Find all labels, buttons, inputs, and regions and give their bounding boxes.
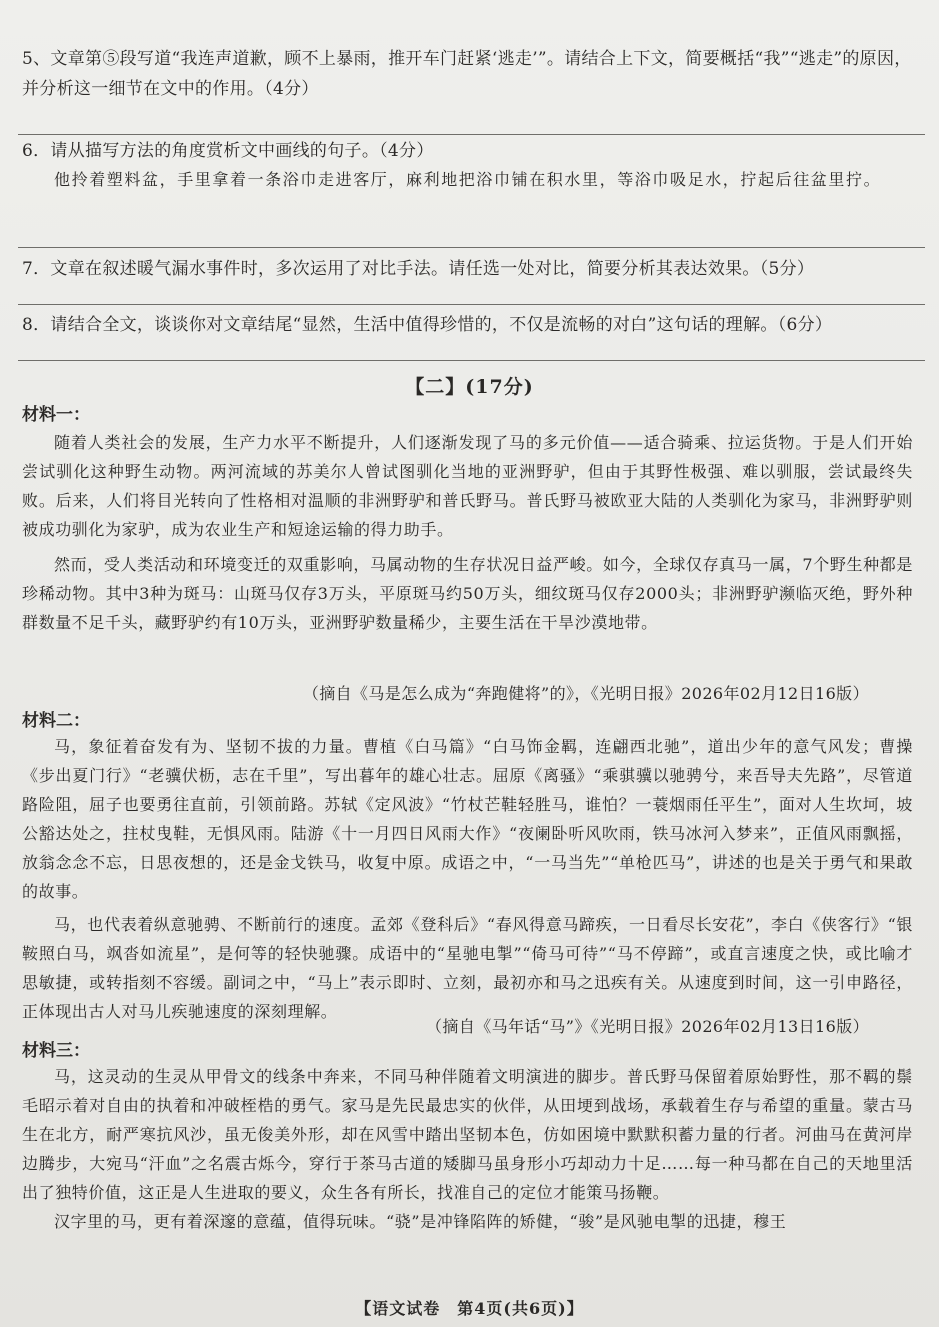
question-5 [22, 44, 913, 104]
material-3-paragraph-1: 马，这灵动的生灵从甲骨文的线条中奔来，不同马种伴随着文明演进的脚步。普氏野马保留着原始野性，那不羁的鬃毛昭示着对自由的执着和冲破桎梏的勇气。家马是先民最忠实的伙伴，从田埂到战场，承载着生存与希望的重量。蒙古马生在北方，耐严寒抗风沙，虽无俊美外形，却在风雪中踏出坚韧本色，仿如困境中默默积蓄力量的行者。河曲马在黄河岸边腾步，大宛马“汗血”之名震古烁今，穿行于茶马古道的矮脚马虽身形小巧却动力十足……每一种马都在自己的天地里活出了独特价值，这正是人生进取的要义，众生各有所长，找准自己的定位才能策马扬鞭。 [22, 1067, 913, 1202]
answer-line [18, 304, 925, 305]
material-1-source: （摘自《马是怎么成为“奔跑健将”的》，《光明日报》2026年02月12日16版） [302, 684, 869, 703]
answer-line [18, 134, 925, 135]
material-1-label: 材料一： [22, 405, 90, 425]
question-7-text: 7．文章在叙述暖气漏水事件时，多次运用了对比手法。请任选一处对比，简要分析其表达效果。（5分） [22, 259, 815, 279]
material-1-paragraph-2: 然而，受人类活动和环境变迁的双重影响，马属动物的生存状况日益严峻。如今，全球仅存真马一属，7个野生种都是珍稀动物。其中3种为斑马：山斑马仅存3万头，平原斑马约50万头，细纹斑马仅存2000头；非洲野驴濒临灭绝，野外种群数量不足千头，藏野驴约有10万头，亚洲野驴数量稀少，主要生活在干旱沙漠地带。 [22, 555, 913, 632]
material-3-paragraph-2: 汉字里的马，更有着深邃的意蕴，值得玩味。“骁”是冲锋陷阵的矫健，“骏”是风驰电掣的迅捷，穆王 [54, 1212, 787, 1231]
question-6-sentence: 他拎着塑料盆，手里拿着一条浴巾走进客厅，麻利地把浴巾铺在积水里，等浴巾吸足水，拧起后往盆里拧。 [54, 170, 882, 189]
page-footer: 【语文试卷 第4页(共6页)】 [355, 1299, 584, 1318]
material-2-body [22, 732, 913, 1026]
question-8 [22, 310, 913, 340]
answer-line [18, 360, 925, 361]
material-1-paragraph-1: 随着人类社会的发展，生产力水平不断提升，人们逐渐发现了马的多元价值——适合骑乘、拉运货物。于是人们开始尝试驯化这种野生动物。两河流域的苏美尔人曾试图驯化当地的亚洲野驴，但由于其野性极强、难以驯服，尝试最终失败。后来，人们将目光转向了性格相对温顺的非洲野驴和普氏野马。普氏野马被欧亚大陆的人类驯化为家马，非洲野驴则被成功驯化为家驴，成为农业生产和短途运输的得力助手。 [22, 433, 913, 539]
material-2-source: （摘自《马年话“马”》《光明日报》2026年02月13日16版） [426, 1017, 869, 1036]
answer-line [18, 247, 925, 248]
material-2-label: 材料二： [22, 711, 90, 731]
question-5-text: 5、文章第⑤段写道“我连声道歉，顾不上暴雨，推开车门赶紧‘逃走’”。请结合上下文，简要概括“我”“逃走”的原因，并分析这一细节在文中的作用。（4分） [22, 49, 912, 99]
material-3-label: 材料三： [22, 1041, 90, 1061]
question-8-text: 8．请结合全文，谈谈你对文章结尾“显然，生活中值得珍惜的，不仅是流畅的对白”这句话的理解。（6分） [22, 315, 833, 335]
material-1-body [22, 428, 913, 637]
question-6-text: 6．请从描写方法的角度赏析文中画线的句子。（4分） [22, 141, 434, 161]
material-3-body [22, 1062, 913, 1236]
material-2-paragraph-1: 马，象征着奋发有为、坚韧不拔的力量。曹植《白马篇》“白马饰金羁，连翩西北驰”，道出少年的意气风发；曹操《步出夏门行》“老骥伏枥，志在千里”，写出暮年的雄心壮志。屈原《离骚》“乘骐骥以驰骋兮，来吾导夫先路”，尽管道路险阻，屈子也要勇往直前，引领前路。苏轼《定风波》“竹杖芒鞋轻胜马，谁怕？一蓑烟雨任平生”，面对人生坎坷，坡公豁达处之，拄杖曳鞋，无惧风雨。陆游《十一月四日风雨大作》“夜阑卧听风吹雨，铁马冰河入梦来”，正值风雨飘摇，放翁念念不忘，日思夜想的，还是金戈铁马，收复中原。成语之中，“一马当先”“单枪匹马”，讲述的也是关于勇气和果敢的故事。 [22, 737, 913, 901]
material-2-paragraph-2: 马，也代表着纵意驰骋、不断前行的速度。孟郊《登科后》“春风得意马蹄疾，一日看尽长安花”，李白《侠客行》“银鞍照白马，飒沓如流星”，是何等的轻快驰骤。成语中的“星驰电掣”“倚马可待”“马不停蹄”，或直言速度之快，或比喻才思敏捷，或转指刻不容缓。副词之中，“马上”表示即时、立刻，最初亦和马之迅疾有关。从速度到时间，这一引申路径，正体现出古人对马儿疾驰速度的深刻理解。 [22, 915, 913, 1021]
section-title: 【二】(17分) [405, 376, 534, 398]
question-7 [22, 254, 913, 284]
question-6 [22, 136, 913, 194]
